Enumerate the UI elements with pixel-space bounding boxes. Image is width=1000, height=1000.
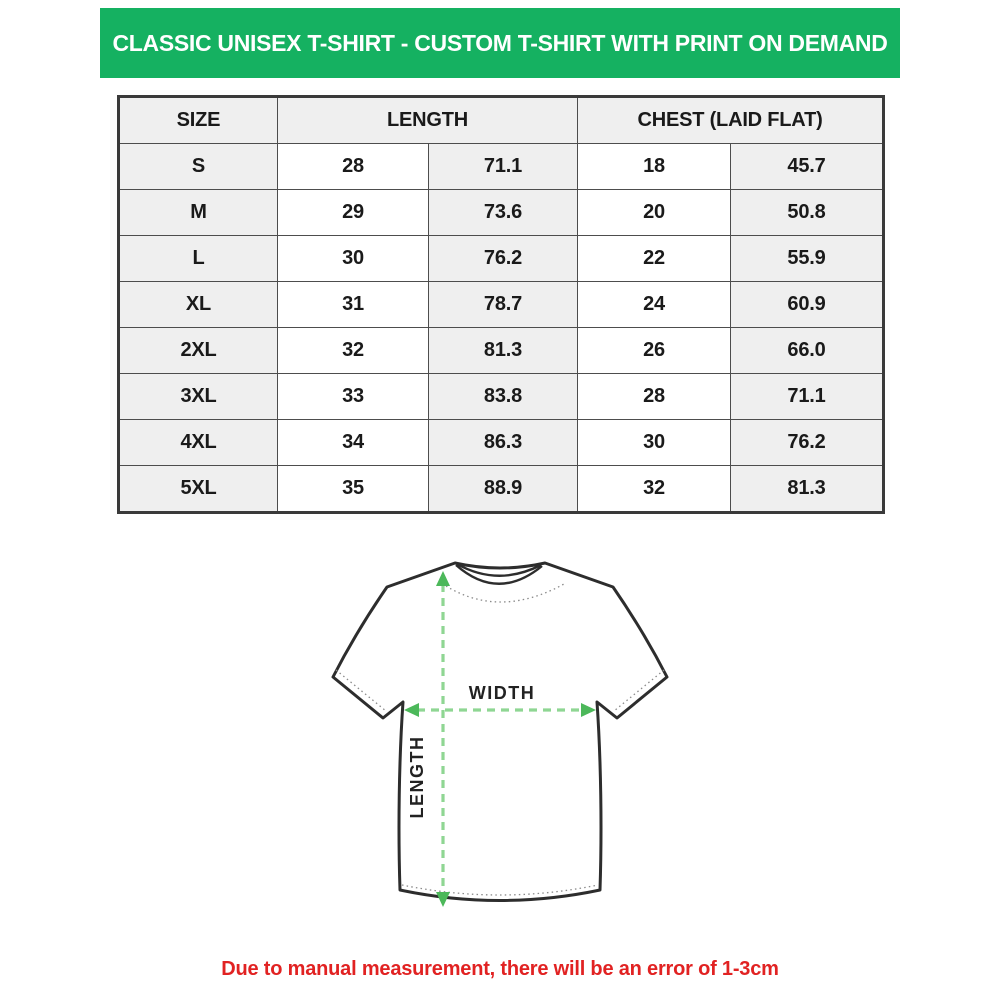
cell-chest_cm: 76.2 — [731, 420, 884, 466]
cell-chest_in: 18 — [578, 144, 731, 190]
table-row — [119, 466, 884, 513]
cell-length_cm: 76.2 — [429, 236, 578, 282]
cell-length_in: 30 — [278, 236, 429, 282]
table-row — [119, 420, 884, 466]
cell-length_in: 31 — [278, 282, 429, 328]
cell-size: S — [119, 144, 278, 190]
cell-length_cm: 73.6 — [429, 190, 578, 236]
col-header-chest: CHEST (LAID FLAT) — [578, 97, 884, 144]
cell-chest_in: 32 — [578, 466, 731, 513]
table-row — [119, 282, 884, 328]
cell-chest_cm: 55.9 — [731, 236, 884, 282]
cell-length_cm: 78.7 — [429, 282, 578, 328]
table-row — [119, 236, 884, 282]
cell-chest_cm: 45.7 — [731, 144, 884, 190]
cell-length_in: 28 — [278, 144, 429, 190]
tshirt-measurement-diagram — [300, 540, 700, 940]
cell-length_in: 33 — [278, 374, 429, 420]
cell-length_cm: 86.3 — [429, 420, 578, 466]
col-header-size: SIZE — [119, 97, 278, 144]
table-row — [119, 374, 884, 420]
page-title: CLASSIC UNISEX T-SHIRT - CUSTOM T-SHIRT WITH PRINT ON DEMAND — [112, 29, 888, 56]
cell-chest_cm: 60.9 — [731, 282, 884, 328]
cell-size: L — [119, 236, 278, 282]
cell-chest_cm: 66.0 — [731, 328, 884, 374]
length-label: LENGTH — [407, 735, 427, 819]
title-banner — [100, 8, 900, 78]
tshirt-outline — [333, 563, 667, 901]
cell-length_in: 34 — [278, 420, 429, 466]
cell-size: 5XL — [119, 466, 278, 513]
size-chart-table — [117, 95, 885, 514]
size-chart-body — [119, 144, 884, 513]
cell-length_cm: 81.3 — [429, 328, 578, 374]
table-row — [119, 144, 884, 190]
col-header-length: LENGTH — [278, 97, 578, 144]
cell-size: 4XL — [119, 420, 278, 466]
measurement-note: Due to manual measurement, there will be an error of 1-3cm — [221, 958, 779, 980]
cell-chest_cm: 81.3 — [731, 466, 884, 513]
width-label: WIDTH — [468, 683, 536, 703]
cell-length_in: 29 — [278, 190, 429, 236]
cell-chest_in: 26 — [578, 328, 731, 374]
cell-length_cm: 83.8 — [429, 374, 578, 420]
cell-length_cm: 88.9 — [429, 466, 578, 513]
table-row — [119, 328, 884, 374]
cell-chest_cm: 71.1 — [731, 374, 884, 420]
cell-size: 2XL — [119, 328, 278, 374]
cell-chest_in: 24 — [578, 282, 731, 328]
cell-length_in: 32 — [278, 328, 429, 374]
cell-chest_in: 20 — [578, 190, 731, 236]
cell-chest_in: 30 — [578, 420, 731, 466]
cell-chest_cm: 50.8 — [731, 190, 884, 236]
cell-chest_in: 28 — [578, 374, 731, 420]
cell-size: M — [119, 190, 278, 236]
cell-length_cm: 71.1 — [429, 144, 578, 190]
table-header-row — [119, 97, 884, 144]
cell-size: 3XL — [119, 374, 278, 420]
cell-length_in: 35 — [278, 466, 429, 513]
length-arrowhead-down-icon — [436, 892, 450, 907]
table-row — [119, 190, 884, 236]
cell-size: XL — [119, 282, 278, 328]
cell-chest_in: 22 — [578, 236, 731, 282]
